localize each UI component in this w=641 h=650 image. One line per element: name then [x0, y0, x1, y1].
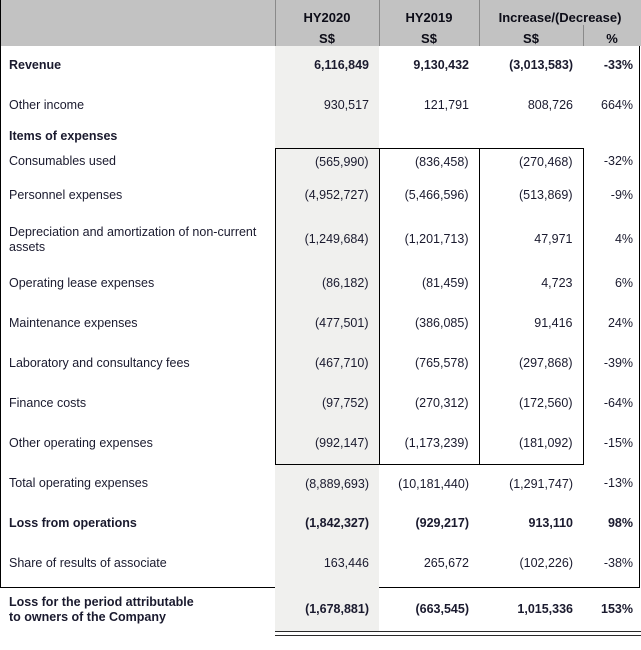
- cell-hy2020: (1,678,881): [275, 584, 379, 636]
- table-row: [1, 344, 641, 384]
- table-row: [1, 148, 641, 176]
- header-cell-hy2020: HY2020: [275, 0, 379, 25]
- cell-percent: 24%: [607, 316, 634, 331]
- cell-percent: -9%: [610, 188, 634, 203]
- cell-hy2019: (663,545): [379, 584, 479, 636]
- cell-percent: -64%: [603, 396, 634, 411]
- header-unit-hy2019: S$: [379, 25, 479, 46]
- spacer-cell: [379, 636, 479, 650]
- cell-hy2020: (565,990): [275, 148, 379, 176]
- income-statement-table: [1, 0, 641, 650]
- row-label: Finance costs: [9, 396, 87, 411]
- cell-hy2020: (1,249,684): [275, 216, 379, 264]
- cell-hy2019: 121,791: [423, 98, 469, 113]
- cell-change: 47,971: [479, 216, 583, 264]
- cell-percent: -39%: [603, 356, 634, 371]
- spacer-cell: [275, 636, 379, 650]
- cell-change: (3,013,583): [509, 58, 573, 73]
- cell-percent: 664%: [601, 98, 634, 113]
- cell-hy2019: 9,130,432: [413, 58, 469, 73]
- table-row-total: [1, 464, 641, 504]
- row-label-line2: to owners of the Company: [9, 610, 166, 624]
- cell-hy2020: 163,446: [275, 544, 379, 584]
- table-row: [1, 304, 641, 344]
- header-row-titles: [1, 0, 641, 25]
- row-label: Operating lease expenses: [9, 276, 155, 291]
- cell-hy2020: (467,710): [275, 344, 379, 384]
- cell-hy2020: (86,182): [275, 264, 379, 304]
- header-unit-hy2020: S$: [275, 25, 379, 46]
- cell-percent: -13%: [603, 476, 634, 491]
- cell-hy2019: (836,458): [379, 148, 479, 176]
- cell-change: (1,291,747): [509, 476, 573, 491]
- row-label: Other income: [9, 98, 85, 113]
- row-label: Share of results of associate: [9, 556, 167, 571]
- table-row: [1, 216, 641, 264]
- cell-change: 913,110: [528, 516, 573, 531]
- cell-hy2020: 6,116,849: [275, 46, 379, 86]
- cell-percent: [583, 126, 641, 148]
- row-label-line1: Loss for the period attributable: [9, 594, 194, 609]
- cell-hy2019: (1,201,713): [379, 216, 479, 264]
- cell-hy2020: (477,501): [275, 304, 379, 344]
- row-label: Consumables used: [9, 154, 117, 169]
- row-label: Other operating expenses: [9, 436, 153, 451]
- row-label: Total operating expenses: [9, 476, 148, 491]
- cell-percent: 4%: [614, 232, 634, 247]
- row-label: Maintenance expenses: [9, 316, 138, 331]
- cell-change: 91,416: [479, 304, 583, 344]
- cell-hy2020: (8,889,693): [275, 464, 379, 504]
- table-row: [1, 264, 641, 304]
- cell-change: (270,468): [479, 148, 583, 176]
- cell-change: (172,560): [479, 384, 583, 424]
- row-label: Laboratory and consultancy fees: [9, 356, 190, 371]
- cell-hy2019: (1,173,239): [379, 424, 479, 464]
- row-label: Items of expenses: [9, 129, 118, 144]
- row-label: Revenue: [9, 58, 62, 73]
- cell-change: 4,723: [479, 264, 583, 304]
- table-row: [1, 424, 641, 464]
- cell-percent: -38%: [603, 556, 634, 571]
- cell-hy2019: (765,578): [379, 344, 479, 384]
- header-cell-increase-decrease: Increase/(Decrease): [479, 0, 641, 25]
- cell-hy2019: 265,672: [423, 556, 469, 571]
- cell-hy2020: (1,842,327): [275, 504, 379, 544]
- row-label: Personnel expenses: [9, 188, 123, 203]
- table-row-subtotal: [1, 504, 641, 544]
- cell-hy2019: (5,466,596): [379, 176, 479, 216]
- cell-hy2019: (270,312): [379, 384, 479, 424]
- header-unit-change: S$: [479, 25, 583, 46]
- table-row: [1, 176, 641, 216]
- cell-hy2020: (4,952,727): [275, 176, 379, 216]
- table-row: [1, 384, 641, 424]
- cell-change: (102,226): [519, 556, 573, 571]
- cell-change: 1,015,336: [479, 584, 583, 636]
- cell-percent: 153%: [583, 584, 641, 636]
- table-row-spacer: [1, 636, 641, 650]
- spacer-cell: [479, 636, 583, 650]
- cell-percent: -32%: [603, 154, 634, 169]
- cell-hy2019: (10,181,440): [398, 476, 469, 491]
- row-label: [1, 584, 275, 636]
- spacer-cell: [583, 636, 641, 650]
- cell-hy2020: [275, 126, 379, 148]
- cell-hy2019: (81,459): [379, 264, 479, 304]
- cell-change: (181,092): [479, 424, 583, 464]
- cell-hy2020: (97,752): [275, 384, 379, 424]
- cell-change: [479, 126, 583, 148]
- cell-change: (297,868): [479, 344, 583, 384]
- cell-percent: 98%: [607, 516, 634, 531]
- cell-hy2020: (992,147): [275, 424, 379, 464]
- cell-change: (513,869): [479, 176, 583, 216]
- cell-hy2019: (386,085): [379, 304, 479, 344]
- table-row: [1, 86, 641, 126]
- cell-hy2019: (929,217): [415, 516, 469, 531]
- row-label: Loss from operations: [9, 516, 137, 531]
- cell-percent: -15%: [603, 436, 634, 451]
- header-cell-hy2019: HY2019: [379, 0, 479, 25]
- header-cell-blank: [1, 0, 275, 46]
- header-unit-percent: %: [583, 25, 641, 46]
- cell-hy2019: [379, 126, 479, 148]
- table-row: [1, 46, 641, 86]
- row-label: Depreciation and amortization of non-current assets: [9, 224, 257, 254]
- cell-hy2020: 930,517: [275, 86, 379, 126]
- table-header: [1, 0, 641, 46]
- spacer-cell: [1, 636, 275, 650]
- cell-percent: 6%: [614, 276, 634, 291]
- table-row-section-heading: [1, 126, 641, 148]
- table-row-grand-total: [1, 584, 641, 636]
- cell-percent: -33%: [603, 58, 634, 73]
- cell-change: 808,726: [527, 98, 573, 113]
- table-body: [1, 46, 641, 650]
- table-row: [1, 544, 641, 584]
